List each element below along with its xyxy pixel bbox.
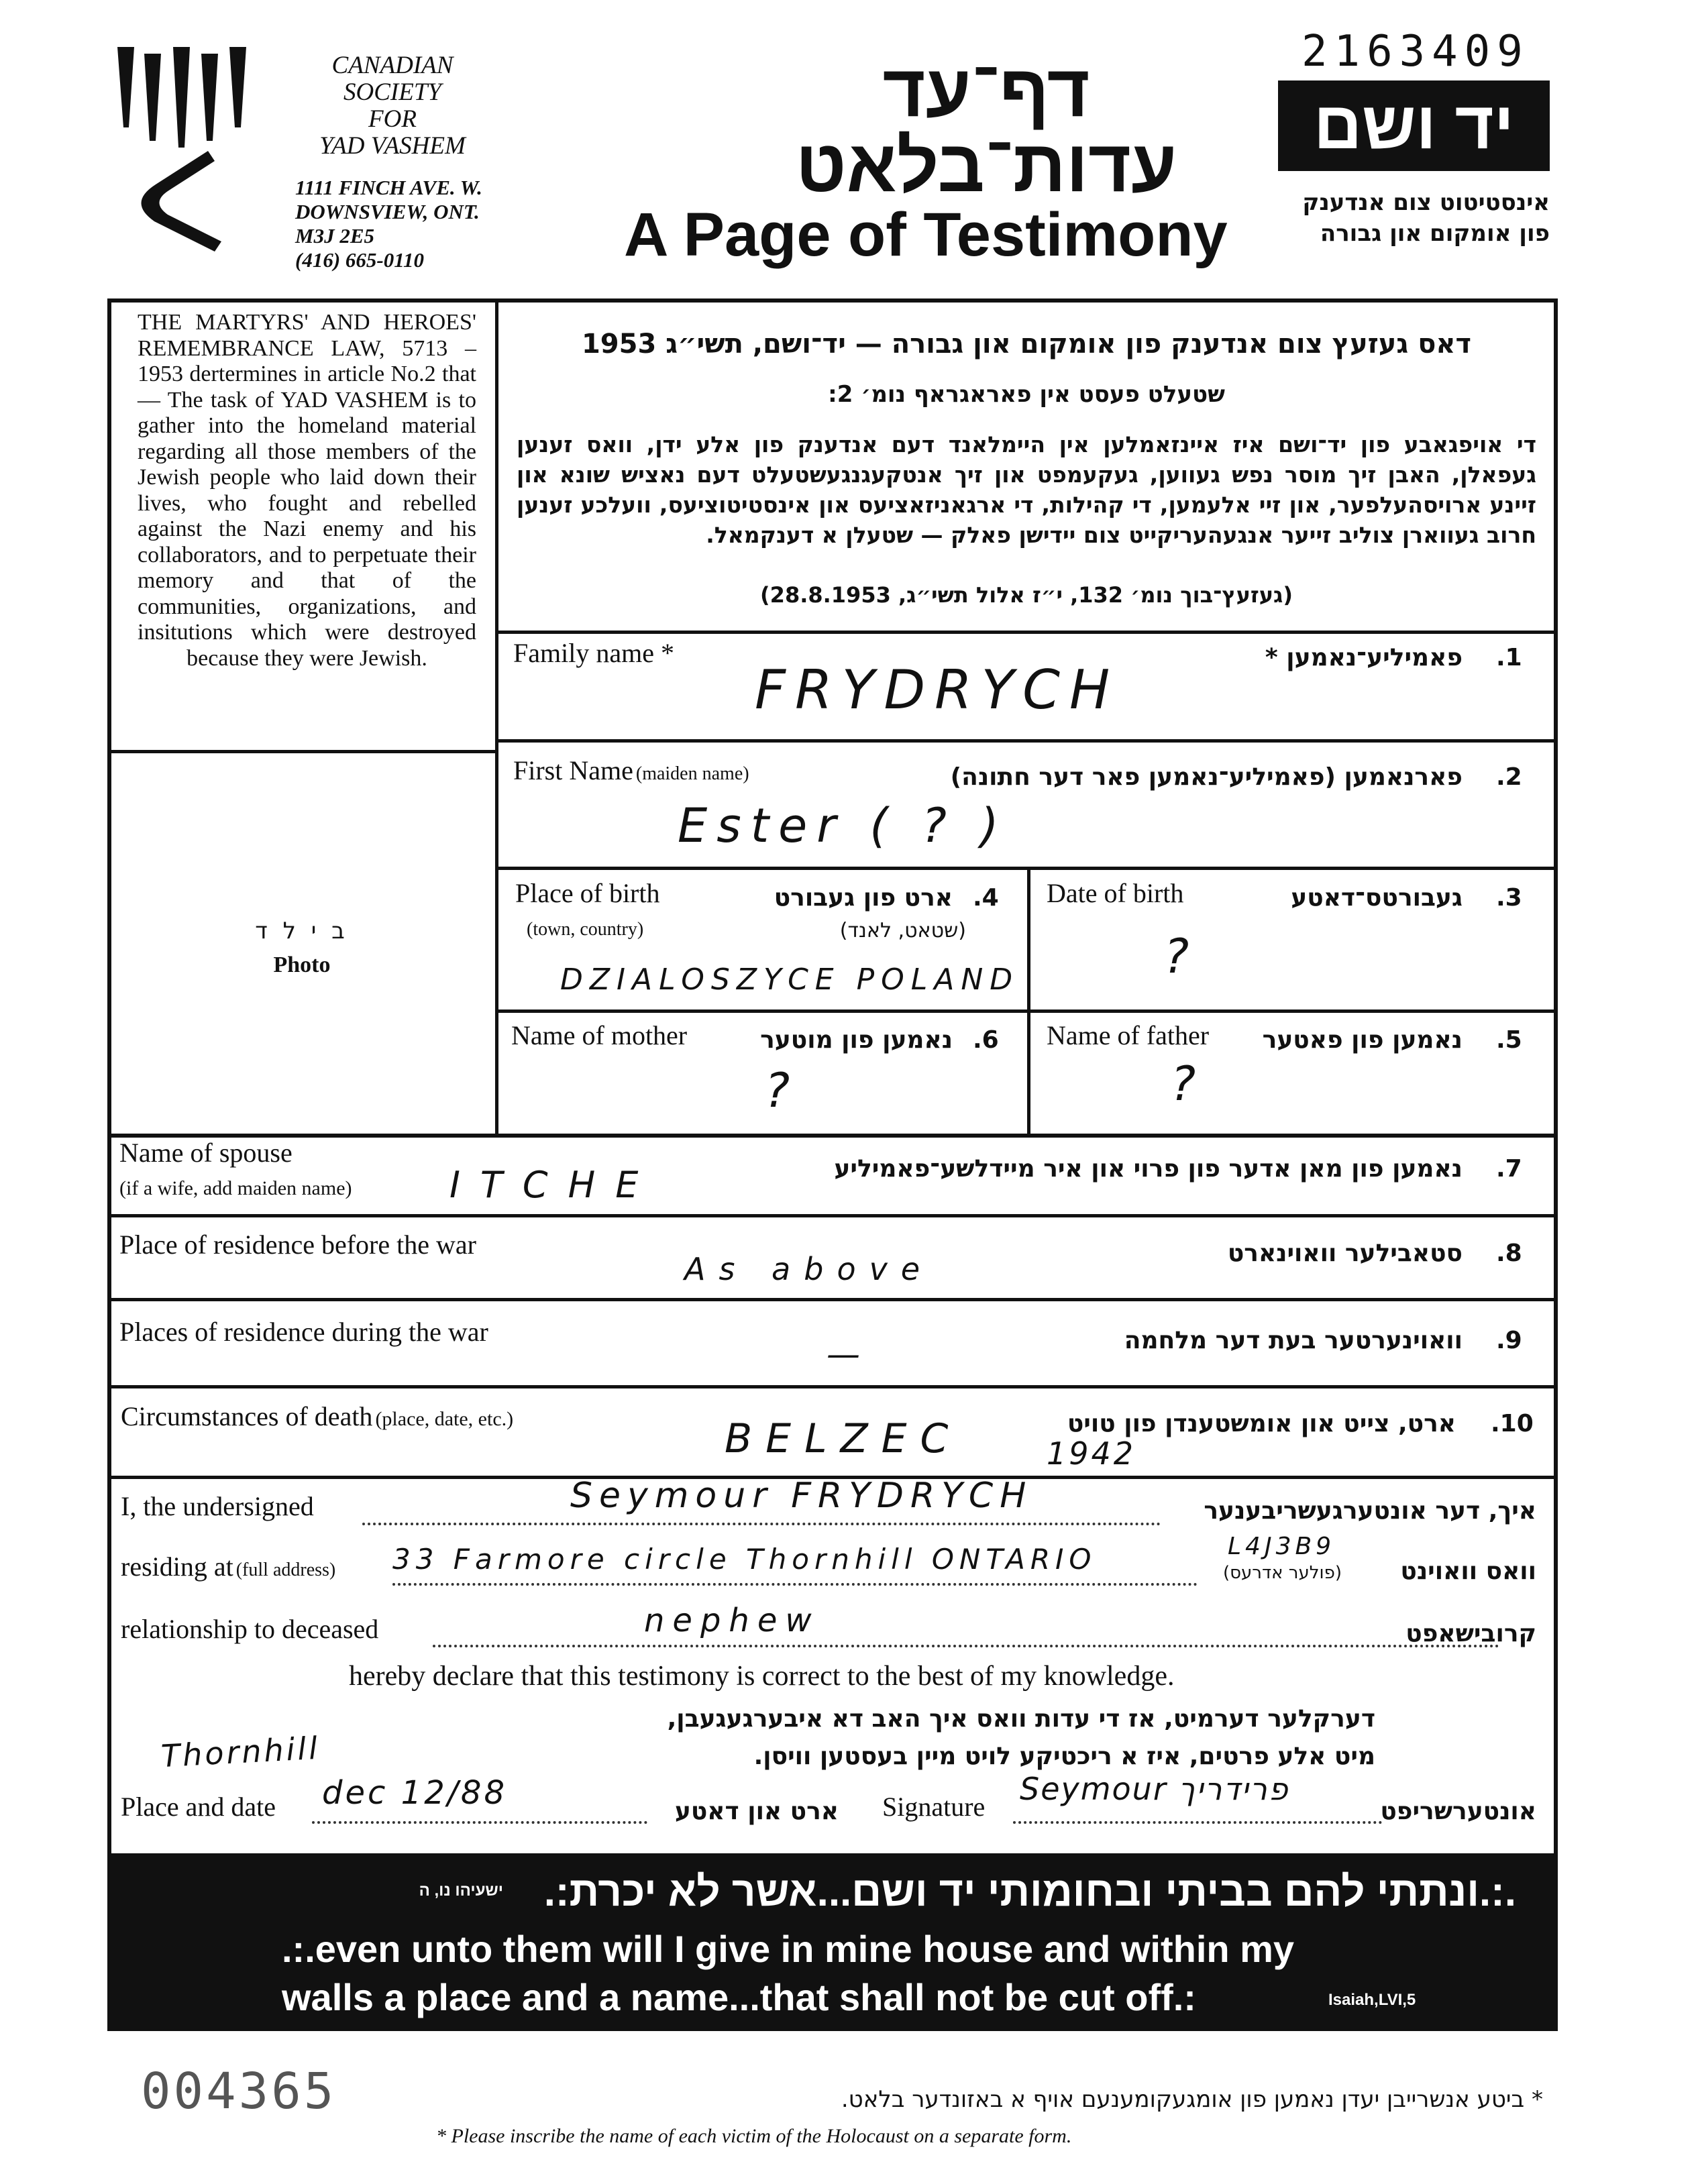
footer-en-note: * Please inscribe the name of each victim of the Holocaust on a separate form. xyxy=(436,2125,1072,2147)
place-of-birth-heb: ארט פון געבורט xyxy=(774,884,953,912)
spouse-label: Name of spouse xyxy=(119,1138,293,1168)
law-text: THE MARTYRS' AND HEROES' REMEMBRANCE LAW, 5713 – 1953 dertermines in article No.2 that — The task of YAD VASHEM is to gather into the homeland material regarding all those members of the Jewish people who laid down their lives, who fought and rebelled against the Nazi enemy and his collaborators, and to perpetuate their memory and that of the communities, organizations, and insitutions which were destroyed because they were Jewish. xyxy=(138,310,476,671)
menorah-icon xyxy=(114,47,268,262)
banner-en-ref: Isaiah,LVI,5 xyxy=(1328,1991,1416,2009)
divider-center-column xyxy=(1027,867,1030,1135)
signature-value[interactable]: Seymour פרידריך xyxy=(1020,1771,1289,1807)
form-border-right xyxy=(1554,298,1558,1853)
undersigned-line xyxy=(362,1523,1161,1525)
family-name-label: Family name * xyxy=(513,638,674,668)
family-name-value[interactable]: FRYDRYCH xyxy=(755,659,1120,721)
death-value[interactable]: BELZEC xyxy=(725,1415,962,1462)
form-border-top xyxy=(107,298,1556,303)
residence-during-value[interactable]: — xyxy=(827,1335,869,1374)
signature-label: Signature xyxy=(882,1792,986,1822)
heb-title-1: דף־עד xyxy=(882,50,1090,132)
residing-heb: וואס וואוינט xyxy=(1400,1558,1536,1585)
first-name-sublabel: (maiden name) xyxy=(635,763,749,784)
residing-label: residing at xyxy=(121,1551,233,1582)
death-year-value[interactable]: 1942 xyxy=(1047,1435,1136,1472)
banner-heb-ref: ישעיהו נו, ה xyxy=(419,1881,503,1900)
postal-code-value[interactable]: L4J3B9 xyxy=(1228,1533,1336,1560)
place-date-heb: ארט און דאטע xyxy=(674,1798,839,1825)
society-address xyxy=(295,176,537,272)
society-line: YAD VASHEM xyxy=(319,132,466,160)
spouse-value[interactable]: ITCHE xyxy=(449,1164,659,1206)
signature-heb: אונטערשריפט xyxy=(1380,1798,1536,1825)
divider-family-first xyxy=(496,739,1556,743)
date-of-birth-value[interactable]: ? xyxy=(1164,929,1199,984)
residence-during-heb: וואוינערטער בעת דער מלחמה xyxy=(1124,1327,1463,1354)
bottom-document-number: 004365 xyxy=(141,2063,337,2120)
institute-line-2: פון אומקום און גבורה xyxy=(1320,220,1550,247)
field-number: .8 xyxy=(1496,1240,1522,1267)
date-of-birth-heb: געבורטס־דאטע xyxy=(1291,884,1463,912)
heb-law-title: דאס געזעץ צום אנדענק פון אומקום און גבורה — יד־ושם, תשי״ג 1953 xyxy=(581,329,1472,360)
photo-heb-label: ב י ל ד xyxy=(255,918,349,944)
field-number: .6 xyxy=(973,1026,999,1054)
divider-during-death xyxy=(107,1385,1556,1388)
divider-birth-parents xyxy=(496,1009,1556,1013)
relationship-heb: קרובישאפט xyxy=(1405,1620,1536,1647)
footer-heb-note: * ביטע אנשרייבן יעדן נאמען פון אומגעקומענעם אויף א באזונדער בלאט. xyxy=(841,2086,1543,2113)
place-of-birth-heb-sub: (שטאט, לאנד) xyxy=(839,919,966,942)
place-of-birth-sublabel: (town, country) xyxy=(527,919,644,940)
address-line: (416) 665-0110 xyxy=(295,248,425,272)
society-name xyxy=(282,52,503,160)
father-label: Name of father xyxy=(1047,1020,1210,1050)
spouse-heb: נאמען פון מאן אדער פון פרוי און איר מיידלשע־פאמיליע xyxy=(834,1155,1463,1183)
residing-label-group xyxy=(121,1551,335,1582)
divider-parents-spouse xyxy=(107,1134,1556,1138)
form-border-left xyxy=(107,298,111,1853)
heb-law-body: די אויפגאבע פון יד־ושם איז איינזאמלען אין היימלאנד דעם אנדענק פון אלע ידן, וואס זענען געפאלן, האבן זיך מוסר נפש געווען, געקעמפט און זיך אנטקעגנגעשטעלט דעם נאציש שונא און זיינע ארויסהעלפער, און זיי אלעמען, די קהילות, די ארגאניזאציעס און אינסטיטוציעס, וועלכע זענען חרוב געווארן צוליב זייער אנגעהעריקייט צום יידישן פאלק — שטעלן א דענקמאל. xyxy=(517,431,1536,548)
society-line: CANADIAN xyxy=(331,52,454,79)
residing-line xyxy=(392,1583,1198,1586)
residence-during-label: Places of residence during the war xyxy=(119,1317,488,1347)
first-name-heb: פארנאמען (פאמיליע־נאמען פאר דער חתונה) xyxy=(950,763,1463,791)
declaration-heb-1: דערקלער דערמיט, אז די עדות וואס איך האב דא איבערגעגעבן, xyxy=(667,1705,1375,1733)
scripture-banner xyxy=(107,1853,1558,2031)
institute-line-1: אינסטיטוט צום אנדענק xyxy=(1302,189,1550,216)
divider-first-birth xyxy=(496,867,1556,870)
field-number: .3 xyxy=(1496,884,1522,912)
date-of-birth-label: Date of birth xyxy=(1047,878,1184,908)
field-number: .2 xyxy=(1496,763,1522,791)
death-label: Circumstances of death xyxy=(121,1401,373,1431)
heb-law-subtitle: שטעלט פעסט אין פאראגראף נומ׳ 2: xyxy=(828,381,1225,408)
society-line: SOCIETY xyxy=(343,78,441,106)
field-number: .10 xyxy=(1491,1410,1534,1437)
field-number: .9 xyxy=(1496,1327,1522,1354)
residing-heb-sub: (פולער אדרעס) xyxy=(1223,1563,1342,1583)
spouse-sublabel: (if a wife, add maiden name) xyxy=(119,1177,352,1199)
place-of-birth-value[interactable]: DZIALOSZYCE POLAND xyxy=(560,963,1020,997)
address-line: M3J 2E5 xyxy=(295,224,374,248)
residence-before-value[interactable]: As above xyxy=(684,1251,934,1287)
undersigned-heb: איך, דער אונטערגעשריבענער xyxy=(1204,1497,1536,1525)
death-sublabel: (place, date, etc.) xyxy=(375,1408,514,1430)
page-title: A Page of Testimony xyxy=(624,201,1228,269)
father-value[interactable]: ? xyxy=(1171,1056,1206,1111)
first-name-label-group xyxy=(513,755,749,786)
mother-heb: נאמען פון מוטער xyxy=(760,1026,953,1054)
residing-value[interactable]: 33 Farmore circle Thornhill ONTARIO xyxy=(392,1543,1097,1576)
document-number: 2163409 xyxy=(1302,27,1530,76)
menorah-logo xyxy=(114,47,268,262)
residence-before-label: Place of residence before the war xyxy=(119,1230,476,1260)
heb-law-gazette: (געזעץ־בוך נומ׳ 132, י״ז אלול תשי״ג, 28.8.1953) xyxy=(760,582,1293,608)
place-date-label: Place and date xyxy=(121,1792,276,1822)
death-label-group xyxy=(121,1401,513,1432)
father-heb: נאמען פון פאטער xyxy=(1262,1026,1463,1054)
relationship-line xyxy=(433,1645,1499,1647)
yad-vashem-logo: יד ושם xyxy=(1278,80,1550,171)
family-name-heb: פאמיליע־נאמען * xyxy=(1265,644,1463,671)
declaration-heb-2: מיט אלע פרטים, איז א ריכטיקע לויט מיין בעסטען וויסן. xyxy=(753,1743,1375,1770)
mother-value[interactable]: ? xyxy=(765,1063,800,1118)
divider-spouse-residence xyxy=(107,1214,1556,1217)
relationship-value[interactable]: nephew xyxy=(644,1602,820,1639)
field-number: .1 xyxy=(1496,644,1522,671)
banner-heb: .:.ונתתי להם בביתי ובחומותי יד ושם...אשר לא יכרת:. xyxy=(543,1869,1516,1915)
declaration-statement: hereby declare that this testimony is correct to the best of my knowledge. xyxy=(349,1661,1175,1692)
field-number: .7 xyxy=(1496,1155,1522,1183)
signature-line xyxy=(1013,1821,1382,1824)
address-line: 1111 FINCH AVE. W. xyxy=(295,176,482,199)
banner-en-line-1: .:.even unto them will I give in mine house and within my xyxy=(282,1928,1295,1970)
society-line: FOR xyxy=(368,105,417,133)
first-name-value[interactable]: Ester ( ? ) xyxy=(678,798,1008,853)
place-handwritten-value[interactable]: Thornhill xyxy=(160,1729,321,1775)
place-date-line xyxy=(312,1821,647,1824)
divider-before-during xyxy=(107,1298,1556,1301)
photo-label: Photo xyxy=(273,952,331,977)
first-name-label: First Name xyxy=(513,755,633,785)
divider-law-family xyxy=(496,631,1556,634)
address-line: DOWNSVIEW, ONT. xyxy=(295,200,480,223)
relationship-label: relationship to deceased xyxy=(121,1614,379,1644)
law-box-divider xyxy=(107,750,498,753)
death-heb: ארט, צייט און אומשטענדן פון טויט xyxy=(1067,1410,1456,1437)
place-of-birth-label: Place of birth xyxy=(515,878,660,908)
mother-label: Name of mother xyxy=(511,1020,688,1050)
undersigned-value[interactable]: Seymour FRYDRYCH xyxy=(570,1476,1033,1516)
residence-before-heb: סטאבילער וואוינארט xyxy=(1227,1240,1463,1267)
field-number: .4 xyxy=(973,884,999,912)
residing-sublabel: (full address) xyxy=(235,1560,336,1580)
undersigned-label: I, the undersigned xyxy=(121,1491,314,1521)
place-date-value[interactable]: dec 12/88 xyxy=(322,1774,507,1812)
banner-en-line-2: walls a place and a name...that shall not be cut off.: xyxy=(282,1976,1196,2018)
heb-title-2: עדות־בלאט xyxy=(795,125,1177,207)
field-number: .5 xyxy=(1496,1026,1522,1054)
